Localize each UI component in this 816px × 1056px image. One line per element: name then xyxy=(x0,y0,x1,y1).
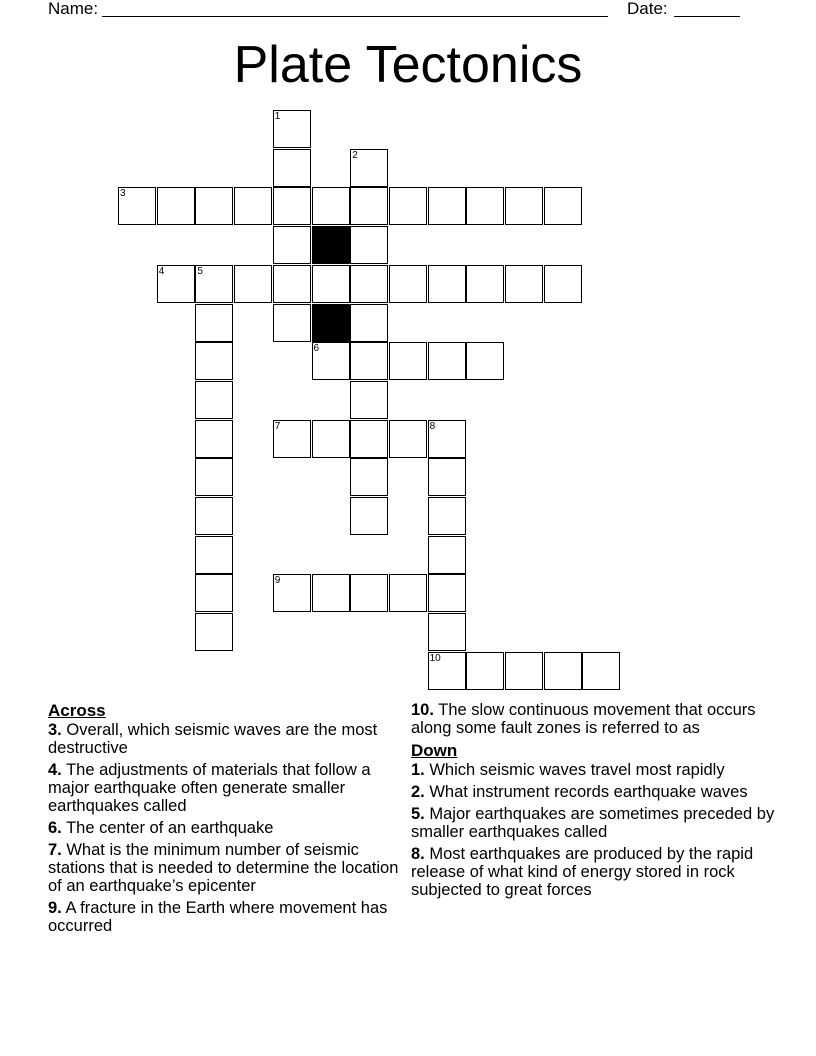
clue-down-8 xyxy=(411,845,781,899)
clue-across-7 xyxy=(48,841,408,895)
clue-down-1 xyxy=(411,761,781,779)
crossword-cell[interactable] xyxy=(195,304,233,342)
clue-number-label: 3 xyxy=(120,188,126,200)
crossword-cell[interactable] xyxy=(350,497,388,535)
crossword-cell[interactable] xyxy=(312,420,350,458)
clues-left-column xyxy=(48,701,408,939)
clue-down-2 xyxy=(411,783,781,801)
clue-number-label: 4 xyxy=(158,265,165,277)
clue-across-9 xyxy=(48,899,408,935)
clue-number-label: 8 xyxy=(429,420,436,432)
clue-number-label: 7 xyxy=(274,420,281,432)
crossword-cell[interactable] xyxy=(389,265,427,303)
clue-down-5 xyxy=(411,805,781,841)
crossword-cell[interactable] xyxy=(350,226,388,264)
crossword-cell[interactable] xyxy=(234,187,272,225)
name-label: Name: xyxy=(48,0,99,18)
clue-number-label: 1 xyxy=(274,111,281,122)
crossword-cell[interactable] xyxy=(195,458,233,496)
crossword-cell[interactable] xyxy=(544,187,582,225)
across-heading: Across xyxy=(48,701,106,720)
crossword-cell[interactable] xyxy=(428,536,466,574)
crossword-cell[interactable] xyxy=(157,187,195,225)
black-cell xyxy=(312,226,350,264)
crossword-cell[interactable] xyxy=(466,265,504,303)
clue-number: 3. xyxy=(48,721,62,739)
clue-number: 2. xyxy=(411,783,425,801)
down-heading: Down xyxy=(411,741,458,760)
crossword-cell[interactable] xyxy=(195,536,233,574)
crossword-cell[interactable] xyxy=(350,304,388,342)
crossword-cell[interactable] xyxy=(582,652,620,690)
crossword-cell[interactable] xyxy=(273,304,311,342)
crossword-cell[interactable] xyxy=(350,187,388,225)
crossword-cell[interactable] xyxy=(312,265,350,303)
crossword-cell[interactable] xyxy=(195,381,233,419)
clue-across-3 xyxy=(48,721,408,757)
clue-number: 5. xyxy=(411,805,425,823)
crossword-cell[interactable] xyxy=(389,187,427,225)
crossword-cell[interactable] xyxy=(544,652,582,690)
clue-across-4 xyxy=(48,761,408,815)
clue-text: Major earthquakes are sometimes preceded by smaller earthquakes called xyxy=(411,805,775,841)
clue-number-label: 10 xyxy=(429,652,441,664)
clue-across-10 xyxy=(411,701,781,737)
crossword-cell[interactable] xyxy=(273,265,311,303)
clue-text: What is the minimum number of seismic stations that is needed to determine the location of an earthquake’s epicenter xyxy=(48,841,399,895)
crossword-cell[interactable] xyxy=(428,458,466,496)
crossword-cell[interactable] xyxy=(350,265,388,303)
crossword-cell[interactable] xyxy=(389,342,427,380)
clue-number: 8. xyxy=(411,845,425,863)
crossword-cell[interactable] xyxy=(234,265,272,303)
crossword-cell[interactable] xyxy=(428,574,466,612)
page-title: Plate Tectonics xyxy=(233,36,583,94)
clue-number-label: 2 xyxy=(352,149,358,161)
clue-number-label: 5 xyxy=(197,265,203,277)
crossword-cell[interactable] xyxy=(389,420,427,458)
crossword-cell[interactable] xyxy=(195,574,233,612)
crossword-cell[interactable] xyxy=(312,574,350,612)
clue-number: 9. xyxy=(48,899,62,917)
crossword-cell[interactable] xyxy=(273,149,311,187)
crossword-cell[interactable] xyxy=(350,574,388,612)
clue-text: The slow continuous movement that occurs along some fault zones is referred to as xyxy=(411,701,756,737)
clue-number: 4. xyxy=(48,761,62,779)
clue-number-label: 9 xyxy=(274,575,281,587)
crossword-cell[interactable] xyxy=(350,381,388,419)
crossword-cell[interactable] xyxy=(428,613,466,651)
clue-text: What instrument records earthquake waves xyxy=(429,783,748,801)
crossword-cell[interactable] xyxy=(195,187,233,225)
crossword-cell[interactable] xyxy=(428,265,466,303)
crossword-cell[interactable] xyxy=(350,420,388,458)
crossword-cell[interactable] xyxy=(466,342,504,380)
clue-number: 10. xyxy=(411,701,434,719)
crossword-cell[interactable] xyxy=(350,458,388,496)
clue-text: A fracture in the Earth where movement has occurred xyxy=(48,899,388,935)
black-cell xyxy=(312,304,350,342)
crossword-cell[interactable] xyxy=(505,187,543,225)
clue-text: Most earthquakes are produced by the rapid release of what kind of energy stored in rock subjected to great forces xyxy=(411,845,754,899)
crossword-cell[interactable] xyxy=(466,652,504,690)
crossword-cell[interactable] xyxy=(273,226,311,264)
clues-right-column xyxy=(411,701,781,903)
crossword-cell[interactable] xyxy=(505,652,543,690)
crossword-cell[interactable] xyxy=(273,187,311,225)
clue-text: Which seismic waves travel most rapidly xyxy=(429,761,725,779)
crossword-cell[interactable] xyxy=(505,265,543,303)
crossword-cell[interactable] xyxy=(544,265,582,303)
clue-number: 1. xyxy=(411,761,425,779)
crossword-cell[interactable] xyxy=(195,342,233,380)
clue-number: 7. xyxy=(48,841,62,859)
crossword-cell[interactable] xyxy=(312,187,350,225)
clue-number: 6. xyxy=(48,819,62,837)
crossword-cell[interactable] xyxy=(428,187,466,225)
date-label: Date: xyxy=(627,0,668,18)
crossword-cell[interactable] xyxy=(195,420,233,458)
clue-text: The center of an earthquake xyxy=(66,819,274,837)
crossword-cell[interactable] xyxy=(428,497,466,535)
crossword-cell[interactable] xyxy=(195,613,233,651)
crossword-cell[interactable] xyxy=(466,187,504,225)
crossword-cell[interactable] xyxy=(350,342,388,380)
clue-number-label: 6 xyxy=(313,343,320,355)
crossword-cell[interactable] xyxy=(428,342,466,380)
crossword-cell[interactable] xyxy=(195,497,233,535)
clue-across-6 xyxy=(48,819,408,837)
crossword-cell[interactable] xyxy=(389,574,427,612)
clue-text: Overall, which seismic waves are the most destructive xyxy=(48,721,378,757)
clue-text: The adjustments of materials that follow a major earthquake often generate smaller earthquakes called xyxy=(48,761,371,815)
